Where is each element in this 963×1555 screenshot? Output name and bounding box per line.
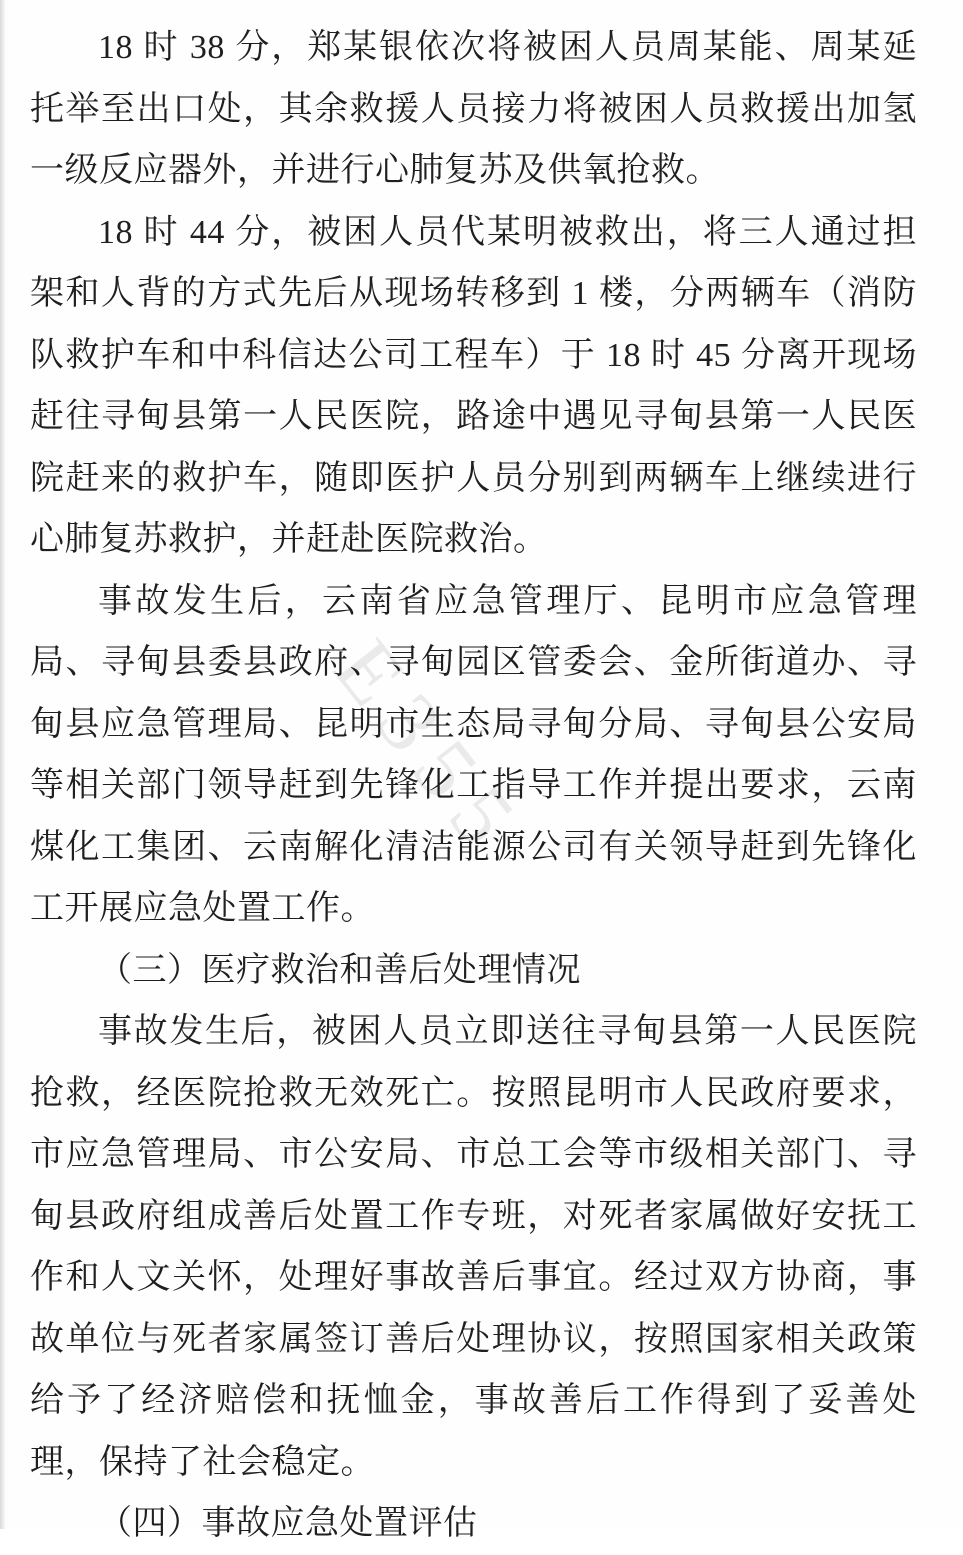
paragraph-rescue-18-44: 18 时 44 分，被困人员代某明被救出，将三人通过担架和人背的方式先后从现场转移到 1 楼，分两辆车（消防队救护车和中科信达公司工程车）于 18 时 45 分离开现场赶往寻甸县第一人民医院，路途中遇见寻甸县第一人民医院赶来的救护车，随即医护人员分别到两辆车上继续进行心肺复苏救护，并赶赴医院救治。 [30, 213, 917, 558]
section-heading-medical-treatment-aftermath: （三）医疗救治和善后处理情况 [98, 951, 581, 989]
paragraph-medical-aftermath-handling: 事故发生后，被困人员立即送往寻甸县第一人民医院抢救，经医院抢救无效死亡。按照昆明市人民政府要求，市应急管理局、市公安局、市总工会等市级相关部门、寻甸县政府组成善后处置工作专班，对死者家属做好安抚工作和人文关怀，处理好事故善后事宜。经过双方协商，事故单位与死者家属签订善后处理协议，按照国家相关政策给予了经济赔偿和抚恤金，事故善后工作得到了妥善处理，保持了社会稳定。 [30, 1013, 917, 1481]
document-content [30, 17, 917, 1555]
paragraph-rescue-18-38: 18 时 38 分，郑某银依次将被困人员周某能、周某延托举至出口处，其余救援人员接力将被困人员救援出加氢一级反应器外，并进行心肺复苏及供氧抢救。 [30, 29, 917, 189]
scan-edge-artifact [0, 0, 6, 1529]
section-heading-emergency-response-evaluation: （四）事故应急处置评估 [98, 1505, 478, 1542]
watermark-text: E355 [316, 621, 544, 875]
paragraph-government-response: 事故发生后，云南省应急管理厅、昆明市应急管理局、寻甸县委县政府、寻甸园区管委会、金所街道办、寻甸县应急管理局、昆明市生态局寻甸分局、寻甸县公安局等相关部门领导赶到先锋化工指导工作并提出要求，云南煤化工集团、云南解化清洁能源公司有关领导赶到先锋化工开展应急处置工作。 [30, 582, 917, 927]
